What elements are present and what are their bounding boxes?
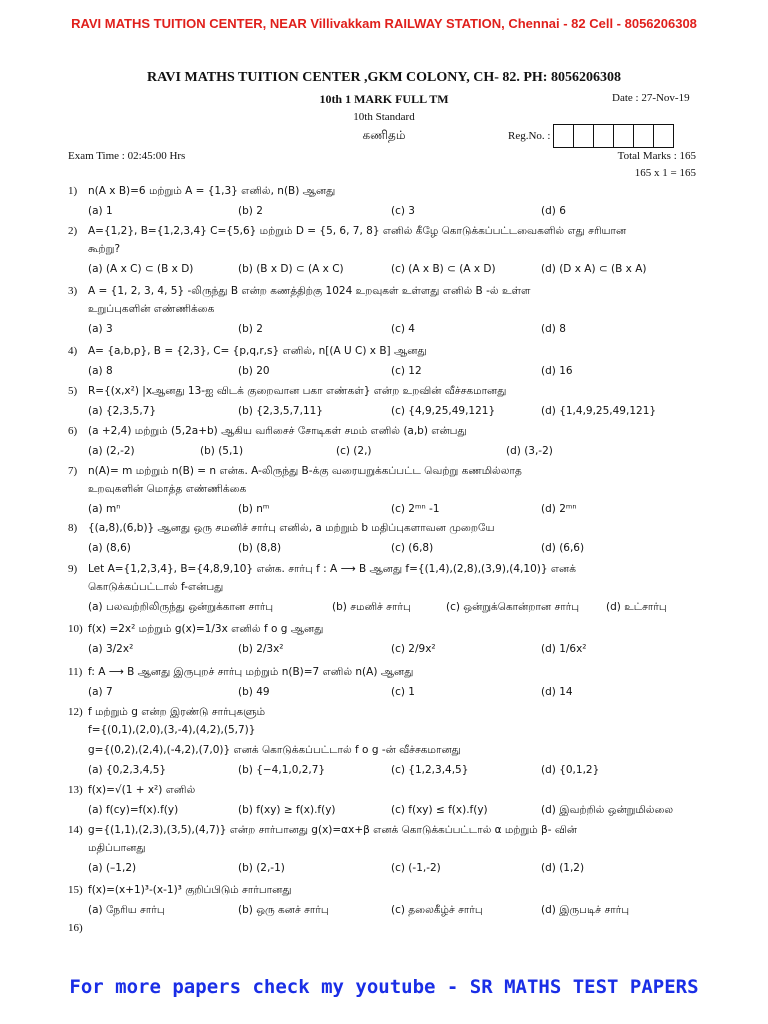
answer-option: (c) f(xy) ≤ f(x).f(y) (391, 804, 488, 816)
answer-option: (d) இருபடிச் சார்பு (541, 904, 630, 916)
question-text: (a +2,4) மற்றும் (5,2a+b) ஆகிய வரிசைச் சோடிகள் சமம் எனில் (a,b) என்பது (88, 425, 467, 437)
answer-option: (c) (-1,-2) (391, 862, 441, 874)
answer-option: (d) (3,-2) (506, 445, 553, 457)
standard-label: 10th Standard (353, 111, 415, 123)
answer-option: (a) 3 (88, 323, 113, 335)
question-text-continued: கொடுக்கப்பட்டால் f-என்பது (88, 581, 224, 593)
question-number: 11) (68, 666, 83, 678)
exam-time: Exam Time : 02:45:00 Hrs (68, 150, 186, 162)
answer-option: (a) 1 (88, 205, 113, 217)
answer-option: (b) ஒரு கனச் சார்பு (238, 904, 329, 916)
exam-date: Date : 27-Nov-19 (612, 92, 690, 104)
question-number: 9) (68, 563, 78, 575)
answer-option: (d) (1,2) (541, 862, 585, 874)
answer-option: (c) (2,) (336, 445, 372, 457)
answer-option: (c) 2ᵐⁿ -1 (391, 503, 440, 515)
question-number: 2) (68, 225, 78, 237)
answer-option: (c) 1 (391, 686, 415, 698)
question-number: 7) (68, 465, 78, 477)
answer-option: (a) நேரிய சார்பு (88, 904, 165, 916)
answer-option: (b) சமனிச் சார்பு (332, 601, 411, 613)
answer-option: (c) (A x B) ⊂ (A x D) (391, 263, 496, 275)
answer-option: (b) (8,8) (238, 542, 282, 554)
answer-option: (a) 3/2x² (88, 643, 134, 655)
question-text: A={1,2}, B={1,2,3,4} C={5,6} மற்றும் D = {5, 6, 7, 8} எனில் கீழே கொடுக்கப்பட்டவைகளில் எது சரியான (88, 225, 627, 237)
answer-option: (d) {0,1,2} (541, 764, 600, 776)
answer-option: (b) 49 (238, 686, 270, 698)
question-text: {(a,8),(6,b)} ஆனது ஒரு சமனிச் சார்பு எனில், a மற்றும் b மதிப்புகளாவன முறையே (88, 522, 495, 534)
answer-option: (a) (A x C) ⊂ (B x D) (88, 263, 194, 275)
question-text-continued: கூற்று? (88, 243, 121, 255)
answer-option: (d) 6 (541, 205, 566, 217)
answer-option: (b) f(xy) ≥ f(x).f(y) (238, 804, 336, 816)
answer-option: (d) 14 (541, 686, 573, 698)
question-number: 4) (68, 345, 78, 357)
answer-option: (d) (D x A) ⊂ (B x A) (541, 263, 647, 275)
answer-option: (d) இவற்றில் ஒன்றுமில்லை (541, 804, 674, 816)
question-text: f(x)=(x+1)³-(x-1)³ குறிப்பிடும் சார்பானது (88, 884, 292, 896)
question-text-continued: உறவுகளின் மொத்த எண்ணிக்கை (88, 483, 247, 495)
answer-option: (d) {1,4,9,25,49,121} (541, 405, 657, 417)
question-text-continued: உறுப்புகளின் எண்ணிக்கை (88, 303, 215, 315)
answer-option: (b) nᵐ (238, 503, 270, 515)
answer-option: (a) 8 (88, 365, 113, 377)
answer-option: (c) தலைகீழ்ச் சார்பு (391, 904, 483, 916)
reg-no-field (508, 124, 674, 148)
question-number: 15) (68, 884, 83, 896)
answer-option: (b) {−4,1,0,2,7} (238, 764, 326, 776)
answer-option: (c) 4 (391, 323, 415, 335)
answer-option: (b) 2/3x² (238, 643, 284, 655)
reg-box (593, 124, 614, 148)
answer-option: (c) 3 (391, 205, 415, 217)
question-number: 1) (68, 185, 78, 197)
question-text: A= {a,b,p}, B = {2,3}, C= {p,q,r,s} எனில், n[(A U C) x B] ஆனது (88, 345, 427, 357)
question-number: 3) (68, 285, 78, 297)
answer-option: (d) 8 (541, 323, 566, 335)
answer-option: (c) 12 (391, 365, 422, 377)
question-number: 14) (68, 824, 83, 836)
answer-option: (a) f(cy)=f(x).f(y) (88, 804, 179, 816)
question-text-continued: f={(0,1),(2,0),(3,-4),(4,2),(5,7)} (88, 724, 256, 736)
question-text: n(A)= m மற்றும் n(B) = n என்க. A-லிருந்து B-க்கு வரையறுக்கப்பட்ட வெற்று கணமில்லாத (88, 465, 522, 477)
answer-option: (a) mⁿ (88, 503, 121, 515)
answer-option: (c) (6,8) (391, 542, 434, 554)
answer-option: (d) 1/6x² (541, 643, 587, 655)
answer-option: (b) 20 (238, 365, 270, 377)
question-text: f மற்றும் g என்ற இரண்டு சார்புகளும் (88, 706, 266, 718)
answer-option: (d) (6,6) (541, 542, 585, 554)
subject-label: கணிதம் (362, 128, 406, 142)
answer-option: (b) (2,-1) (238, 862, 285, 874)
top-banner: RAVI MATHS TUITION CENTER, NEAR Villivakkam RAILWAY STATION, Chennai - 82 Cell - 8056206308 (71, 16, 697, 31)
answer-option: (b) (5,1) (200, 445, 244, 457)
answer-option: (b) 2 (238, 323, 263, 335)
answer-option: (d) உட்சார்பு (606, 601, 667, 613)
answer-option: (c) {4,9,25,49,121} (391, 405, 496, 417)
question-text: f(x) =2x² மற்றும் g(x)=1/3x எனில் f o g ஆனது (88, 623, 324, 635)
question-text: n(A x B)=6 மற்றும் A = {1,3} எனில், n(B) ஆனது (88, 185, 336, 197)
question-text: g={(1,1),(2,3),(3,5),(4,7)} என்ற சார்பானது g(x)=αx+β எனக் கொடுக்கப்பட்டால் α மற்றும் β- வின் (88, 824, 578, 836)
exam-subtitle: 10th 1 MARK FULL TM (319, 92, 449, 106)
answer-option: (b) {2,3,5,7,11} (238, 405, 323, 417)
answer-option: (d) 2ᵐⁿ (541, 503, 577, 515)
reg-no-boxes (554, 124, 674, 148)
answer-option: (a) (8,6) (88, 542, 131, 554)
reg-box (633, 124, 654, 148)
question-number: 12) (68, 706, 83, 718)
answer-option: (c) {1,2,3,4,5} (391, 764, 469, 776)
answer-option: (d) 16 (541, 365, 573, 377)
question-text: f(x)=√(1 + x²) எனில் (88, 784, 196, 796)
question-number: 5) (68, 385, 78, 397)
total-marks: Total Marks : 165 (617, 150, 696, 162)
footer-promo: For more papers check my youtube - SR MATHS TEST PAPERS (69, 976, 699, 998)
reg-box (613, 124, 634, 148)
question-number: 16) (68, 922, 83, 934)
reg-box (573, 124, 594, 148)
page-title: RAVI MATHS TUITION CENTER ,GKM COLONY, CH- 82. PH: 8056206308 (147, 70, 621, 85)
question-text-continued: g={(0,2),(2,4),(-4,2),(7,0)} எனக் கொடுக்கப்பட்டால் f o g -ன் வீச்சகமானது (88, 744, 461, 756)
answer-option: (a) {2,3,5,7} (88, 405, 157, 417)
answer-option: (a) (2,-2) (88, 445, 135, 457)
question-text: R={(x,x²) |xஆனது 13-ஐ விடக் குறைவான பகா எண்கள்} என்ற உறவின் வீச்சகமானது (88, 385, 507, 397)
answer-option: (b) 2 (238, 205, 263, 217)
answer-option: (c) 2/9x² (391, 643, 436, 655)
marks-calculation: 165 x 1 = 165 (634, 167, 696, 179)
question-number: 13) (68, 784, 83, 796)
reg-no-label: Reg.No. : (508, 130, 551, 142)
answer-option: (c) ஒன்றுக்கொன்றான சார்பு (446, 601, 580, 613)
answer-option: (a) 7 (88, 686, 113, 698)
answer-option: (b) (B x D) ⊂ (A x C) (238, 263, 344, 275)
answer-option: (a) பலவற்றிலிருந்து ஒன்றுக்கான சார்பு (88, 601, 274, 613)
reg-box (653, 124, 674, 148)
question-text: Let A={1,2,3,4}, B={4,8,9,10} என்க. சார்பு f : A ⟶ B ஆனது f={(1,4),(2,8),(3,9),(4,10)} எனக் (88, 563, 576, 575)
question-number: 10) (68, 623, 83, 635)
answer-option: (a) {0,2,3,4,5} (88, 764, 167, 776)
question-text-continued: மதிப்பானது (88, 842, 146, 854)
question-number: 6) (68, 425, 78, 437)
reg-box (553, 124, 574, 148)
question-number: 8) (68, 522, 78, 534)
question-text: A = {1, 2, 3, 4, 5} -லிருந்து B என்ற கணத்திற்கு 1024 உறவுகள் உள்ளது எனில் B -ல் உள்ள (88, 285, 531, 297)
question-text: f: A ⟶ B ஆனது இருபுறச் சார்பு மற்றும் n(B)=7 எனில் n(A) ஆனது (88, 666, 414, 678)
answer-option: (a) (–1,2) (88, 862, 137, 874)
